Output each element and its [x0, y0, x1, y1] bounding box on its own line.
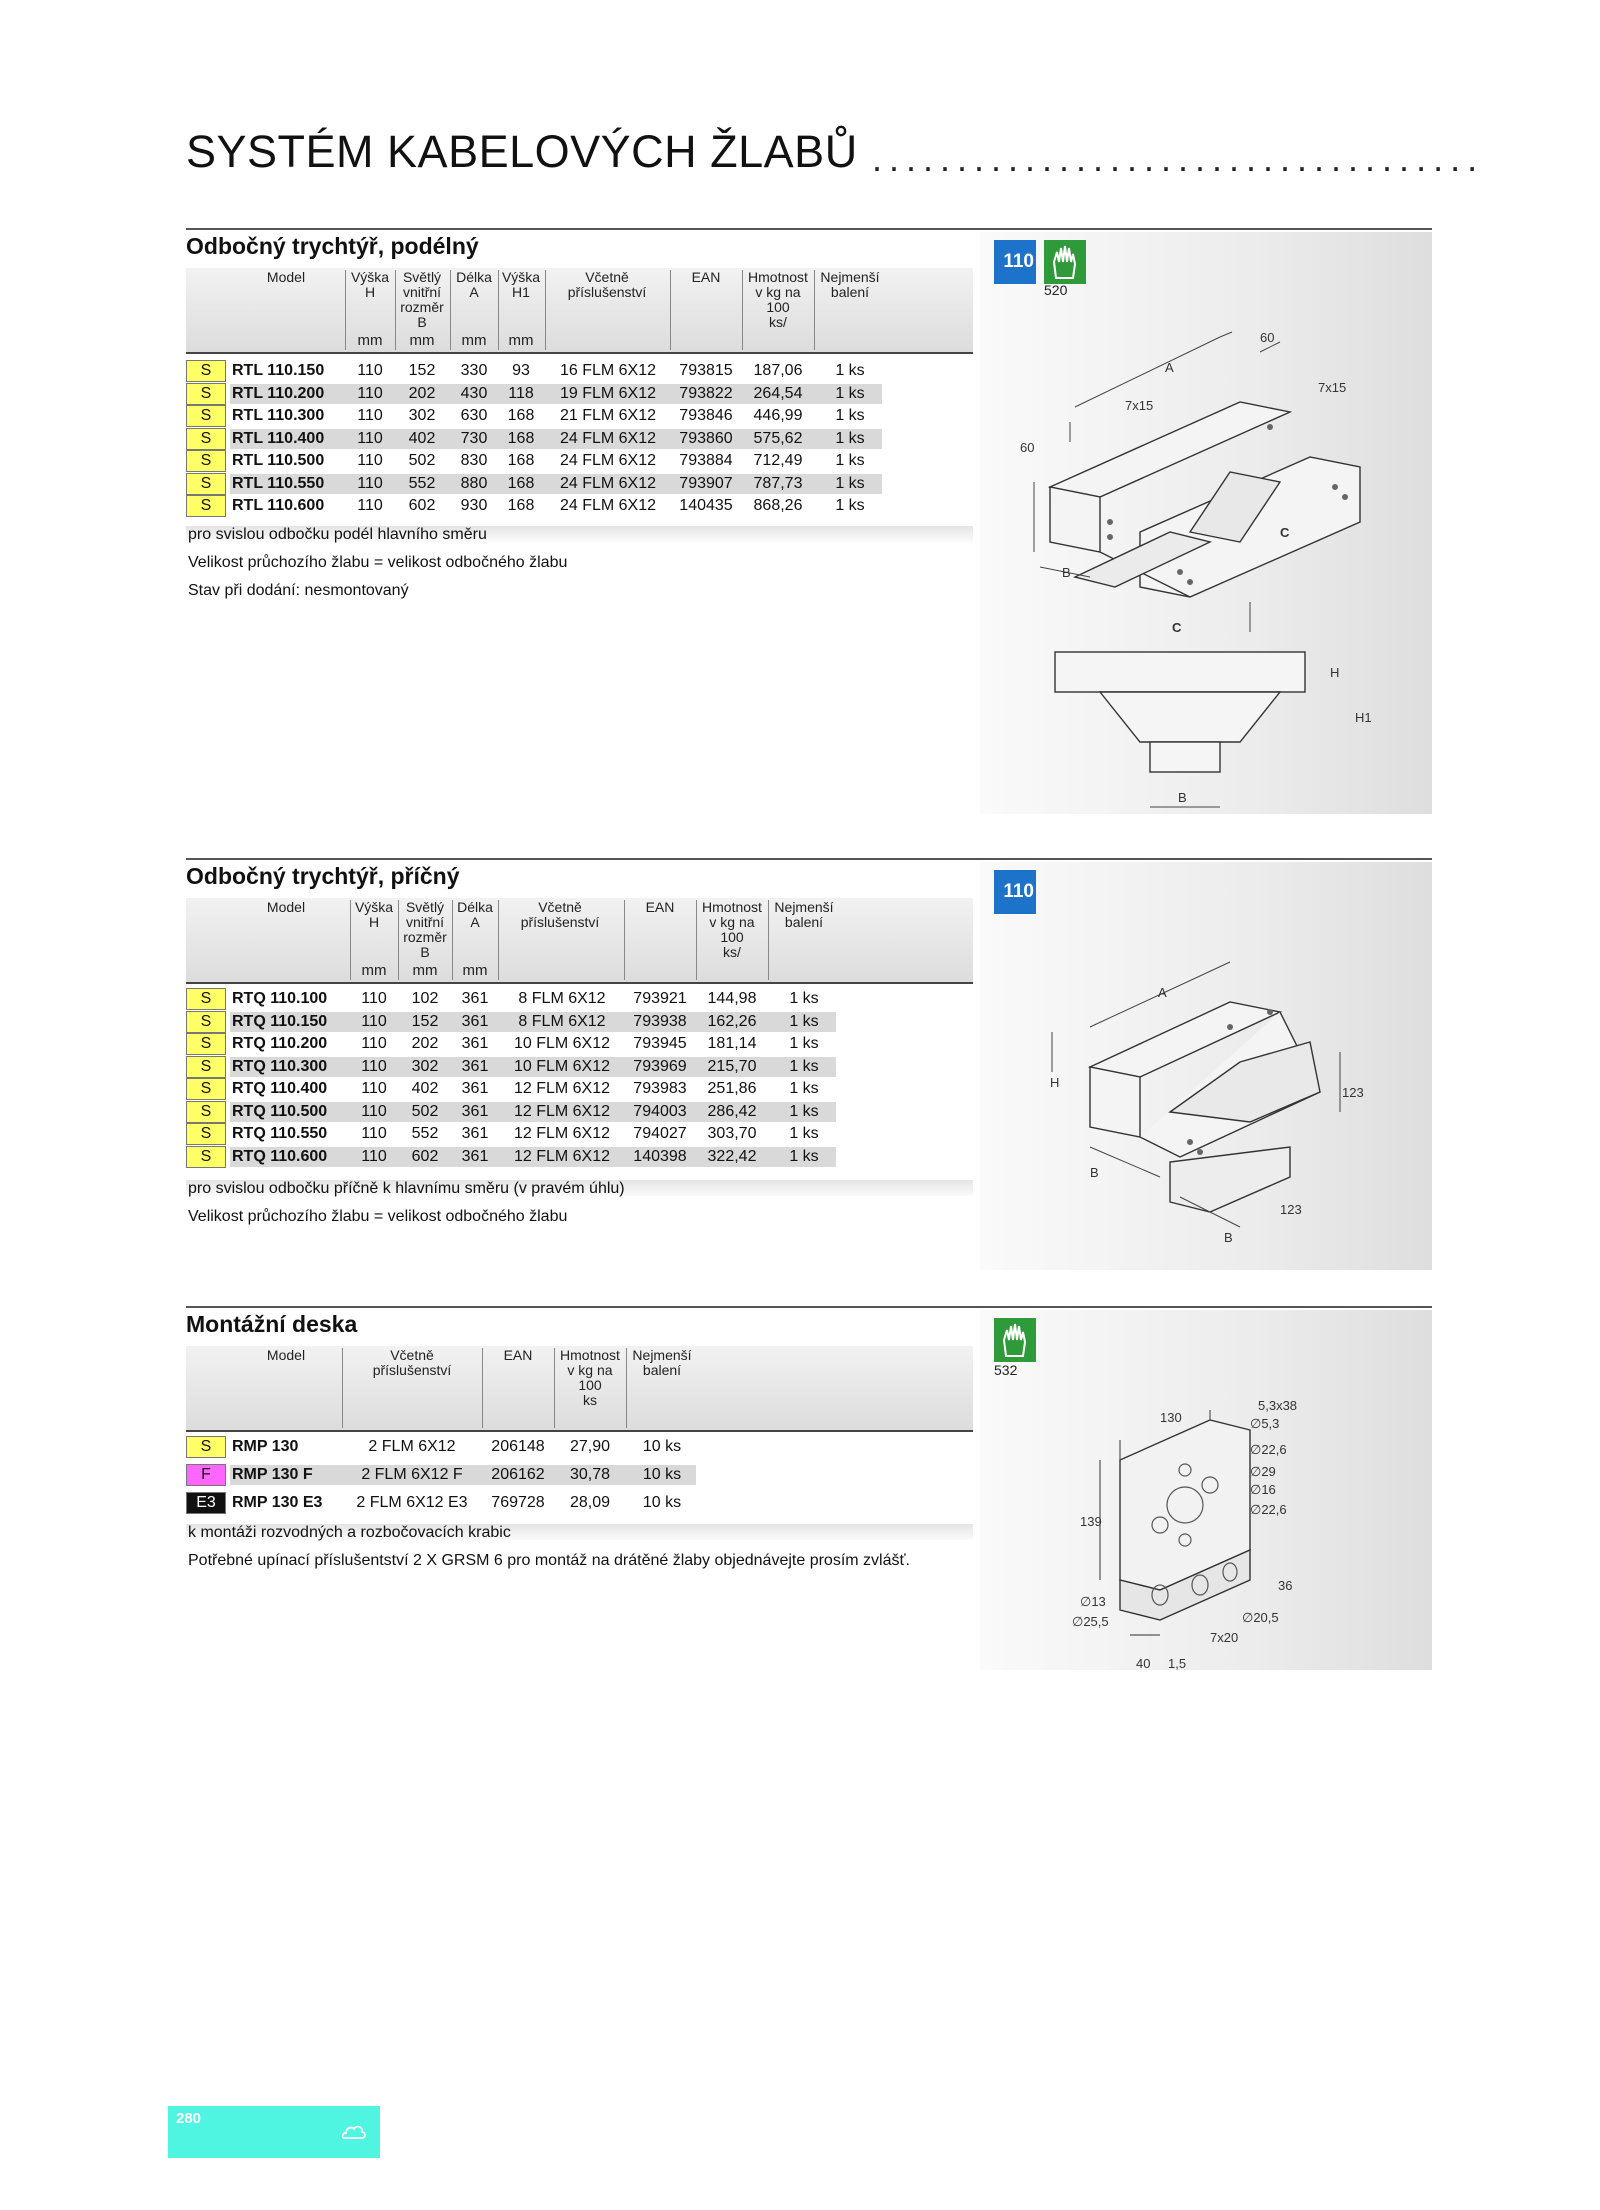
pack-cell: 1 ks: [789, 1035, 819, 1052]
col-header-pack: Nejmenší balení: [632, 1347, 692, 1378]
availability-badge: S: [186, 495, 226, 517]
height-110-icon: 110: [994, 240, 1036, 284]
width-cell: 152: [408, 362, 436, 379]
page-number: 280: [176, 2110, 202, 2127]
width-cell: 302: [411, 1057, 439, 1075]
col-separator: [498, 900, 499, 980]
length-cell: 930: [460, 497, 488, 514]
pack-cell: 1 ks: [835, 497, 865, 514]
accessories-cell: 16 FLM 6X12: [559, 362, 657, 379]
drawing-label: B: [1224, 1230, 1233, 1245]
availability-badge: S: [186, 1011, 226, 1033]
weight-cell: 264,54: [753, 384, 803, 402]
height1-cell: 168: [507, 452, 535, 469]
col-header-model: Model: [266, 1347, 306, 1363]
ean-cell: 793860: [679, 429, 733, 447]
height1-cell: 168: [507, 407, 535, 424]
weight-cell: 162,26: [707, 1012, 757, 1030]
drawing-label: 139: [1080, 1514, 1102, 1529]
table-row: [0, 1033, 1000, 1055]
width-cell: 552: [408, 474, 436, 492]
height-cell: 110: [357, 452, 383, 469]
accessories-cell: 24 FLM 6X12: [559, 429, 657, 447]
ean-cell: 794003: [633, 1102, 687, 1120]
model-cell: RTQ 110.500: [232, 1102, 328, 1120]
section-rule: [186, 1306, 1432, 1308]
height1-cell: 118: [508, 384, 534, 402]
width-cell: 202: [411, 1035, 439, 1052]
drawing-label: H: [1050, 1075, 1060, 1090]
ean-cell: 793969: [633, 1057, 687, 1075]
accessories-cell: 12 FLM 6X12: [513, 1147, 611, 1165]
table-row: [0, 428, 1000, 450]
ean-cell: 793822: [679, 384, 733, 402]
weight-cell: 712,49: [753, 452, 803, 469]
weight-cell: 787,73: [753, 474, 803, 492]
unit-label: mm: [412, 962, 438, 979]
unit-label: mm: [409, 332, 435, 349]
availability-badge: S: [186, 405, 226, 427]
glove-number: 520: [1044, 282, 1068, 298]
weight-cell: 303,70: [707, 1125, 757, 1142]
accessories-cell: 2 FLM 6X12 E3: [356, 1494, 468, 1511]
product-drawing-panel: [980, 862, 1432, 1270]
height-cell: 110: [357, 384, 383, 402]
col-header-weight: Hmotnost v kg na 100 ks/: [702, 899, 762, 960]
drawing-label: 40: [1136, 1656, 1151, 1670]
model-cell: RMP 130 E3: [232, 1494, 323, 1511]
height1-cell: 168: [507, 429, 535, 447]
col-separator: [545, 270, 546, 350]
drawing-label: 36: [1278, 1578, 1293, 1593]
weight-cell: 27,90: [569, 1438, 611, 1455]
length-cell: 880: [460, 474, 488, 492]
table-row: [0, 383, 1000, 405]
height-cell: 110: [357, 407, 383, 424]
table-row: [0, 1492, 1000, 1514]
width-cell: 602: [411, 1147, 439, 1165]
pack-cell: 10 ks: [642, 1438, 682, 1455]
table-row: [0, 1146, 1000, 1168]
section-title: Odbočný trychtýř, podélný: [186, 233, 479, 259]
accessories-cell: 2 FLM 6X12 F: [361, 1466, 463, 1483]
col-header-model: Model: [266, 899, 306, 915]
height-cell: 110: [361, 990, 387, 1007]
drawing-label: B: [1062, 565, 1071, 580]
availability-badge: S: [186, 1056, 226, 1078]
length-cell: 830: [460, 452, 488, 469]
ean-cell: 794027: [633, 1125, 687, 1142]
table-row: [0, 405, 1000, 427]
branch-funnel-transverse-drawing: [980, 862, 1432, 1270]
width-cell: 402: [411, 1080, 439, 1097]
accessories-cell: 21 FLM 6X12: [559, 407, 657, 424]
availability-badge: S: [186, 360, 226, 382]
pack-cell: 1 ks: [789, 1057, 819, 1075]
section-rule: [186, 228, 1432, 230]
col-header-width: Světlý vnitřní rozměr B: [400, 269, 444, 330]
availability-badge: F: [186, 1464, 226, 1486]
model-cell: RTL 110.550: [232, 474, 325, 492]
width-cell: 552: [411, 1125, 439, 1142]
col-header-ean: EAN: [645, 899, 675, 915]
length-cell: 730: [460, 429, 488, 447]
height-cell: 110: [361, 1125, 387, 1142]
width-cell: 102: [411, 990, 439, 1007]
width-cell: 202: [408, 384, 436, 402]
drawing-label: 60: [1260, 330, 1275, 345]
accessories-cell: 12 FLM 6X12: [513, 1125, 611, 1142]
length-cell: 630: [460, 407, 488, 424]
page-title: SYSTÉM KABELOVÝCH ŽLABŮ: [186, 126, 858, 177]
length-cell: 430: [460, 384, 488, 402]
model-cell: RTL 110.150: [232, 362, 325, 379]
pack-cell: 10 ks: [642, 1466, 682, 1483]
availability-badge: S: [186, 988, 226, 1010]
note-text: k montáži rozvodných a rozbočovacích krabic: [188, 1524, 511, 1541]
col-header-ean: EAN: [503, 1347, 533, 1363]
weight-cell: 251,86: [707, 1080, 757, 1097]
availability-badge: S: [186, 1078, 226, 1100]
drawing-label: A: [1165, 360, 1174, 375]
availability-badge: S: [186, 1436, 226, 1458]
table-row: [0, 1056, 1000, 1078]
length-cell: 361: [461, 1080, 489, 1097]
weight-cell: 868,26: [753, 497, 803, 514]
model-cell: RMP 130 F: [232, 1466, 313, 1483]
model-cell: RTL 110.300: [232, 407, 325, 424]
mounting-plate-drawing: [980, 1310, 1432, 1670]
pack-cell: 1 ks: [835, 452, 865, 469]
length-cell: 361: [461, 1125, 489, 1142]
table-rule: [186, 352, 973, 354]
drawing-label: C: [1172, 620, 1182, 635]
width-cell: 502: [408, 452, 436, 469]
table-row: [0, 1011, 1000, 1033]
pack-cell: 1 ks: [789, 1080, 819, 1097]
ean-cell: 793945: [633, 1035, 687, 1052]
drawing-label: H: [1330, 665, 1340, 680]
length-cell: 361: [461, 1147, 489, 1165]
model-cell: RTL 110.600: [232, 497, 325, 514]
length-cell: 361: [461, 1102, 489, 1120]
model-cell: RTQ 110.100: [232, 990, 328, 1007]
unit-label: mm: [461, 332, 487, 349]
weight-cell: 322,42: [707, 1147, 757, 1165]
drawing-label: 123: [1342, 1085, 1364, 1100]
weight-cell: 181,14: [707, 1035, 757, 1052]
width-cell: 602: [408, 497, 436, 514]
drawing-label: B: [1178, 790, 1187, 805]
height-cell: 110: [361, 1035, 387, 1052]
pack-cell: 1 ks: [835, 407, 865, 424]
weight-cell: 144,98: [707, 990, 757, 1007]
accessories-cell: 8 FLM 6X12: [518, 990, 606, 1007]
col-header-weight: Hmotnost v kg na 100 ks: [560, 1347, 620, 1408]
width-cell: 302: [408, 407, 436, 424]
height-cell: 110: [361, 1012, 387, 1030]
col-header-pack: Nejmenší balení: [820, 269, 880, 300]
col-header-length: Délka A: [456, 269, 492, 300]
col-header-accessories: Včetně příslušenství: [372, 1347, 452, 1378]
col-header-height: Výška H: [350, 269, 390, 300]
drawing-label: ∅22,6: [1250, 1442, 1287, 1457]
ean-cell: 793938: [633, 1012, 687, 1030]
availability-badge: S: [186, 473, 226, 495]
section-title: Montážní deska: [186, 1311, 358, 1337]
length-cell: 361: [461, 1035, 489, 1052]
col-header-length: Délka A: [457, 899, 493, 930]
drawing-label: A: [1158, 985, 1167, 1000]
drawing-label: B: [1090, 1165, 1099, 1180]
unit-label: mm: [508, 332, 534, 349]
height-cell: 110: [357, 362, 383, 379]
ean-cell: 793815: [679, 362, 733, 379]
model-cell: RTQ 110.550: [232, 1125, 328, 1142]
ean-cell: 793907: [679, 474, 733, 492]
table-row: [0, 1101, 1000, 1123]
drawing-label: ∅16: [1250, 1482, 1276, 1497]
model-cell: RTL 110.200: [232, 384, 325, 402]
ean-cell: 793921: [633, 990, 687, 1007]
accessories-cell: 10 FLM 6X12: [513, 1057, 611, 1075]
col-header-model: Model: [266, 269, 306, 285]
height1-cell: 168: [507, 474, 535, 492]
drawing-label: ∅22,6: [1250, 1502, 1287, 1517]
accessories-cell: 12 FLM 6X12: [513, 1080, 611, 1097]
note-text: Potřebné upínací příslušentství 2 X GRSM 6 pro montáž na drátěné žlaby objednávejte prosím zvlášť.: [188, 1552, 910, 1569]
model-cell: RTQ 110.600: [232, 1147, 328, 1165]
height-110-icon: 110: [994, 870, 1036, 914]
availability-badge: S: [186, 1146, 226, 1168]
ean-cell: 206162: [491, 1466, 545, 1483]
table-row: [0, 1078, 1000, 1100]
accessories-cell: 24 FLM 6X12: [559, 452, 657, 469]
drawing-label: ∅13: [1080, 1594, 1106, 1609]
weight-cell: 215,70: [707, 1057, 757, 1075]
weight-cell: 286,42: [707, 1102, 757, 1120]
model-cell: RTQ 110.400: [232, 1080, 328, 1097]
table-row: [0, 1436, 1000, 1458]
col-header-height: Výška H: [354, 899, 394, 930]
accessories-cell: 19 FLM 6X12: [559, 384, 657, 402]
section-rule: [186, 858, 1432, 860]
drawing-label: 60: [1020, 440, 1035, 455]
height-cell: 110: [361, 1057, 387, 1075]
drawing-label: 1,5: [1168, 1656, 1187, 1670]
accessories-cell: 10 FLM 6X12: [513, 1035, 611, 1052]
availability-badge: S: [186, 1101, 226, 1123]
ean-cell: 793983: [633, 1080, 687, 1097]
availability-badge: S: [186, 383, 226, 405]
height1-cell: 93: [512, 362, 530, 379]
drawing-label: ∅25,5: [1072, 1614, 1109, 1629]
accessories-cell: 12 FLM 6X12: [513, 1102, 611, 1120]
availability-badge: S: [186, 1033, 226, 1055]
weight-cell: 187,06: [753, 362, 803, 379]
note-text: pro svislou odbočku příčně k hlavnímu směru (v pravém úhlu): [188, 1180, 625, 1197]
title-dots: ....................................: [872, 138, 1485, 178]
table-rule: [186, 1430, 973, 1432]
model-cell: RTQ 110.200: [232, 1035, 328, 1052]
height-cell: 110: [361, 1080, 387, 1097]
note-text: Velikost průchozího žlabu = velikost odbočného žlabu: [188, 554, 568, 571]
glove-number: 532: [994, 1362, 1018, 1378]
drawing-label: ∅20,5: [1242, 1610, 1279, 1625]
pack-cell: 1 ks: [789, 1125, 819, 1142]
accessories-cell: 24 FLM 6X12: [559, 474, 657, 492]
width-cell: 402: [408, 429, 436, 447]
width-cell: 502: [411, 1102, 439, 1120]
pack-cell: 1 ks: [789, 1102, 819, 1120]
drawing-label: H1: [1355, 710, 1372, 725]
pack-cell: 1 ks: [789, 1147, 819, 1165]
table-row: [0, 360, 1000, 382]
note-text: Velikost průchozího žlabu = velikost odbočného žlabu: [188, 1208, 568, 1225]
drawing-label: C: [1280, 525, 1290, 540]
weight-cell: 28,09: [569, 1494, 611, 1511]
col-header-pack: Nejmenší balení: [774, 899, 834, 930]
pack-cell: 1 ks: [835, 384, 865, 402]
availability-badge: E3: [186, 1492, 226, 1514]
weight-cell: 446,99: [753, 407, 803, 424]
ean-cell: 793846: [679, 407, 733, 424]
branch-funnel-longitudinal-drawing: [980, 232, 1432, 814]
col-header-height1: Výška H1: [501, 269, 541, 300]
table-row: [0, 473, 1000, 495]
col-header-ean: EAN: [691, 269, 721, 285]
table-row: [0, 495, 1000, 517]
unit-label: mm: [361, 962, 387, 979]
drawing-label: 7x20: [1210, 1630, 1239, 1645]
width-cell: 152: [411, 1012, 439, 1030]
weight-cell: 575,62: [753, 429, 803, 447]
note-text: pro svislou odbočku podél hlavního směru: [188, 526, 487, 543]
pack-cell: 1 ks: [835, 474, 865, 492]
table-row: [0, 1464, 1000, 1486]
model-cell: RMP 130: [232, 1438, 299, 1455]
drawing-label: 7x15: [1125, 398, 1154, 413]
pack-cell: 1 ks: [789, 1012, 819, 1030]
ean-cell: 140398: [633, 1147, 687, 1165]
col-header-width: Světlý vnitřní rozměr B: [403, 899, 447, 960]
unit-label: mm: [462, 962, 488, 979]
table-rule: [186, 982, 973, 984]
length-cell: 330: [460, 362, 488, 379]
ean-cell: 769728: [491, 1494, 545, 1511]
col-header-accessories: Včetně příslušenství: [520, 899, 600, 930]
height-cell: 110: [361, 1147, 387, 1165]
cloud-logo-icon: [340, 2118, 368, 2146]
accessories-cell: 8 FLM 6X12: [518, 1012, 606, 1030]
col-header-accessories: Včetně příslušenství: [567, 269, 647, 300]
height1-cell: 168: [507, 497, 535, 514]
note-text: Stav při dodání: nesmontovaný: [188, 582, 409, 599]
ean-cell: 206148: [491, 1438, 545, 1455]
accessories-cell: 2 FLM 6X12: [368, 1438, 456, 1455]
length-cell: 361: [461, 1057, 489, 1075]
height-cell: 110: [357, 474, 383, 492]
drawing-label: ∅29: [1250, 1464, 1276, 1479]
availability-badge: S: [186, 428, 226, 450]
length-cell: 361: [461, 990, 489, 1007]
table-row: [0, 1123, 1000, 1145]
pack-cell: 1 ks: [789, 990, 819, 1007]
availability-badge: S: [186, 1123, 226, 1145]
product-drawing-panel: [980, 232, 1432, 814]
col-header-weight: Hmotnost v kg na 100 ks/: [748, 269, 808, 330]
product-drawing-panel: [980, 1310, 1432, 1670]
accessories-cell: 24 FLM 6X12: [559, 497, 657, 514]
model-cell: RTQ 110.150: [232, 1012, 328, 1030]
length-cell: 361: [461, 1012, 489, 1030]
weight-cell: 30,78: [569, 1466, 611, 1483]
ean-cell: 140435: [679, 497, 733, 514]
height-cell: 110: [357, 497, 383, 514]
model-cell: RTL 110.500: [232, 452, 325, 469]
table-row: [0, 988, 1000, 1010]
drawing-label: 123: [1280, 1202, 1302, 1217]
pack-cell: 1 ks: [835, 362, 865, 379]
pack-cell: 10 ks: [642, 1494, 682, 1511]
model-cell: RTQ 110.300: [232, 1057, 328, 1075]
section-title: Odbočný trychtýř, příčný: [186, 863, 460, 889]
height-cell: 110: [361, 1102, 387, 1120]
pack-cell: 1 ks: [835, 429, 865, 447]
availability-badge: S: [186, 450, 226, 472]
drawing-label: ∅5,3: [1250, 1416, 1280, 1431]
ean-cell: 793884: [679, 452, 733, 469]
drawing-label: 5,3x38: [1258, 1398, 1298, 1413]
drawing-label: 7x15: [1318, 380, 1347, 395]
height-cell: 110: [357, 429, 383, 447]
unit-label: mm: [357, 332, 383, 349]
table-row: [0, 450, 1000, 472]
drawing-label: 130: [1160, 1410, 1182, 1425]
model-cell: RTL 110.400: [232, 429, 325, 447]
